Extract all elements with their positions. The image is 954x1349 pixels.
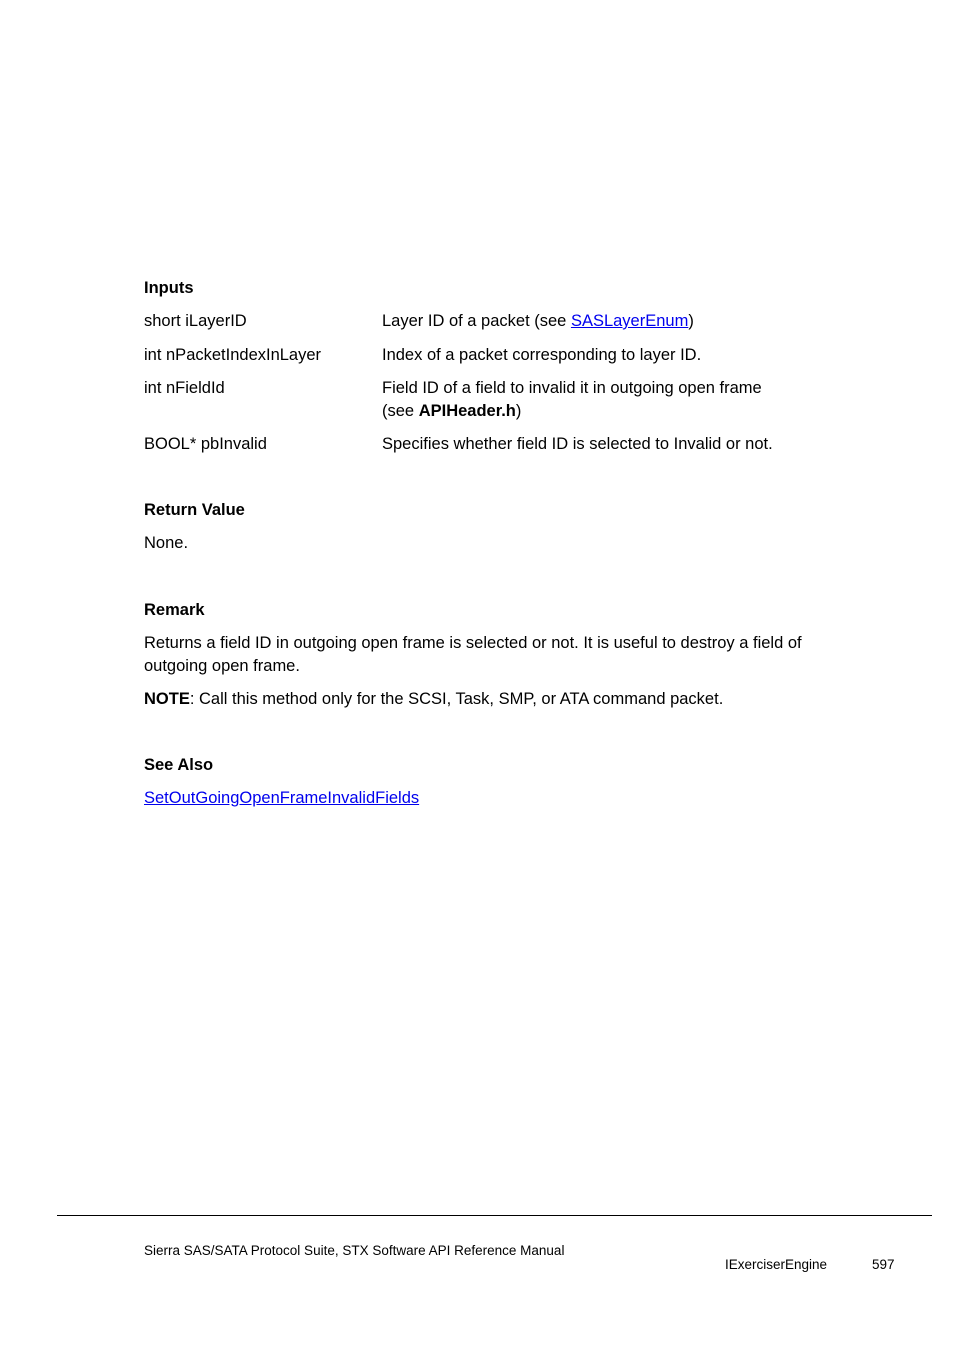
see-also-item: [144, 789, 419, 808]
footer-manual-title: Sierra SAS/SATA Protocol Suite, STX Software API Reference Manual: [144, 1243, 565, 1258]
footer-divider: [57, 1215, 932, 1216]
param-desc-prefix: Layer ID of a packet (see: [382, 312, 571, 330]
saslayerenum-link[interactable]: SASLayerEnum: [570, 312, 689, 330]
footer-section-name: IExerciserEngine: [725, 1257, 828, 1272]
param-desc-ilayerid: [382, 312, 694, 331]
note-label: NOTE: [144, 690, 190, 708]
inputs-heading: Inputs: [144, 279, 194, 297]
desc-see-suffix: ): [515, 402, 522, 420]
see-also-heading: See Also: [144, 756, 214, 774]
apiheader-filename: APIHeader.h: [418, 402, 516, 420]
remark-note: [144, 690, 723, 709]
note-text: : Call this method only for the SCSI, Task, SMP, or ATA command packet.: [189, 690, 724, 708]
remark-heading: Remark: [144, 601, 205, 619]
param-desc-npacketindexinlayer: Index of a packet corresponding to layer ID.: [382, 346, 702, 364]
desc-see-prefix: (see: [382, 402, 419, 420]
param-name-npacketindexinlayer: int nPacketIndexInLayer: [144, 346, 322, 364]
param-desc-suffix: ): [688, 312, 694, 330]
param-name-ilayerid: short iLayerID: [144, 312, 247, 330]
footer-page-number: 597: [872, 1257, 895, 1272]
setoutgoingopenframeinvalidfields-link[interactable]: SetOutGoingOpenFrameInvalidFields: [144, 789, 420, 807]
return-value-text: None.: [144, 534, 189, 552]
param-name-pbinvalid: BOOL* pbInvalid: [144, 435, 267, 453]
return-value-heading: Return Value: [144, 501, 245, 519]
param-desc-nfieldid-line1: Field ID of a field to invalid it in outgoing open frame: [382, 379, 762, 397]
param-name-nfieldid: int nFieldId: [144, 379, 225, 397]
remark-line2: outgoing open frame.: [144, 657, 300, 675]
param-desc-nfieldid-line2: [382, 402, 521, 421]
remark-line1: Returns a field ID in outgoing open frame is selected or not. It is useful to destroy a field of: [144, 634, 802, 652]
param-desc-pbinvalid: Specifies whether field ID is selected to Invalid or not.: [382, 435, 773, 453]
